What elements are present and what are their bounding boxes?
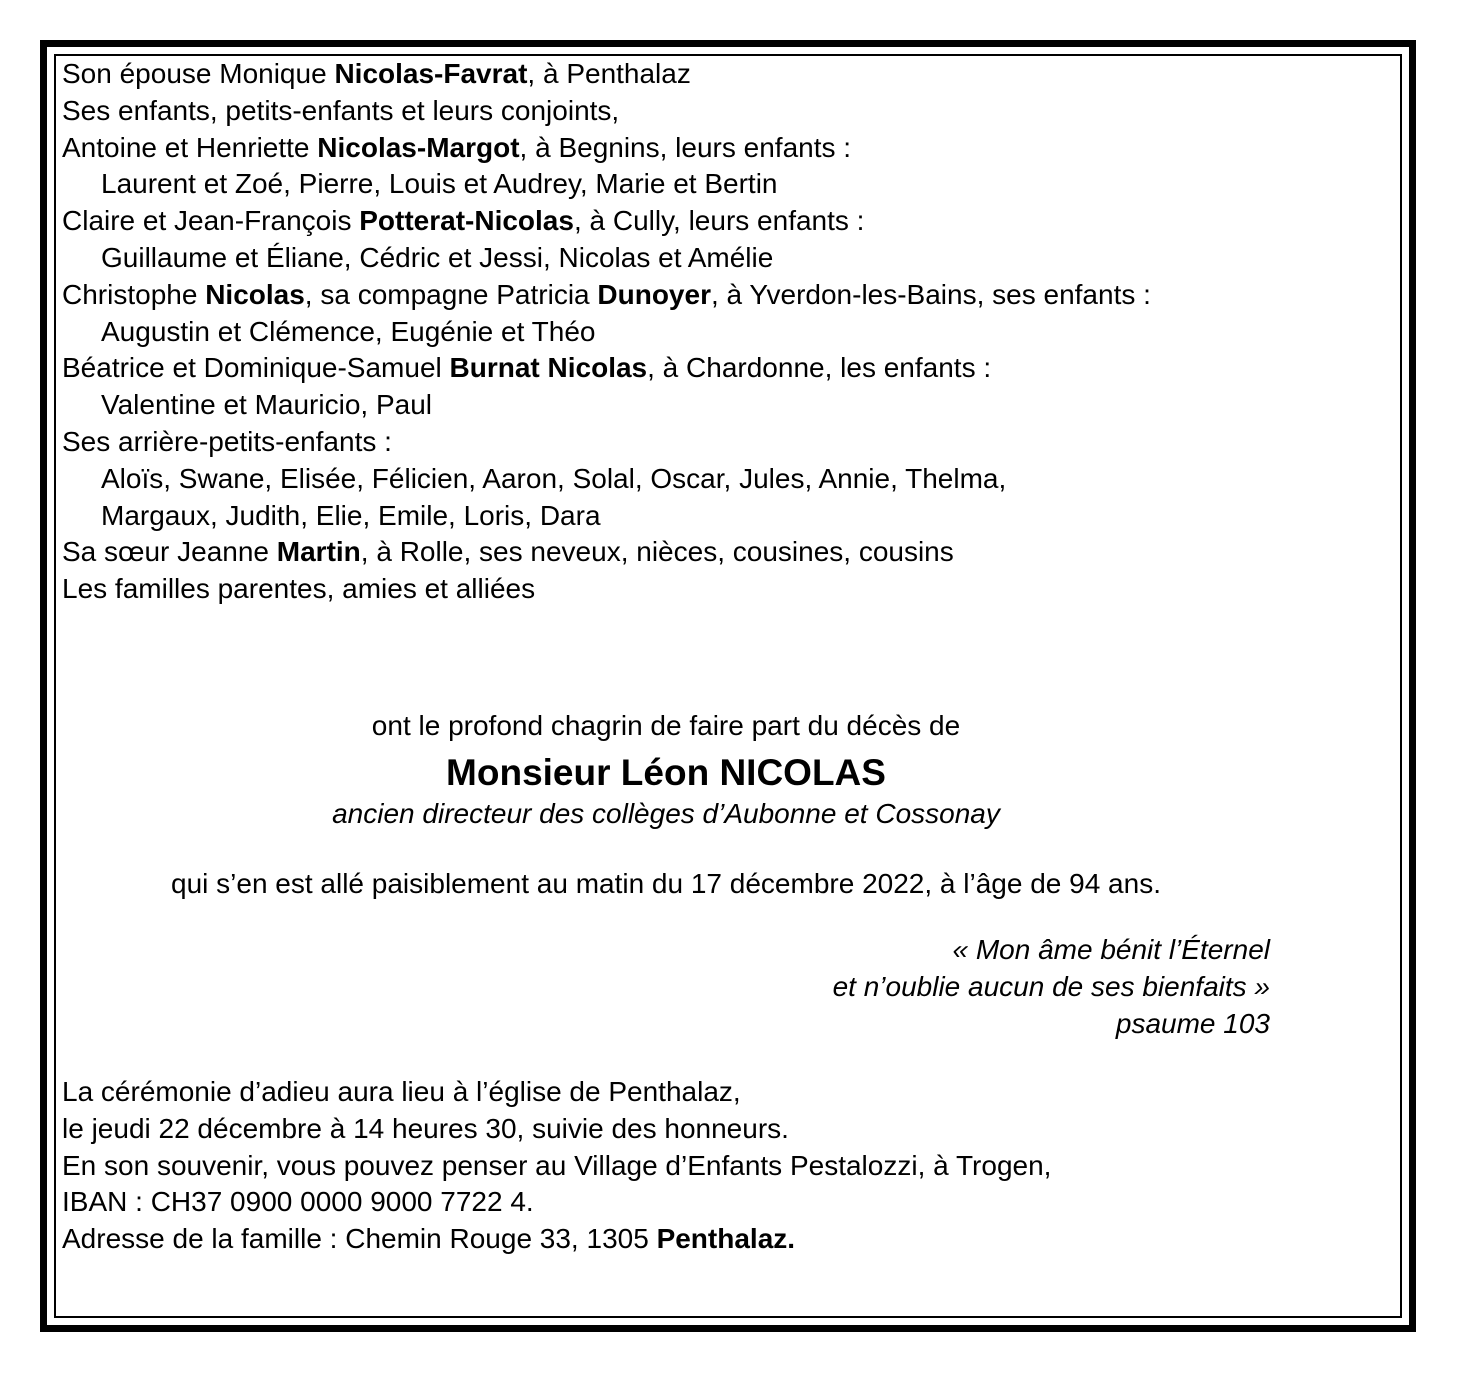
text-segment: , à Cully, leurs enfants : <box>573 205 865 237</box>
family-line <box>62 130 1332 167</box>
family-line <box>62 350 1332 387</box>
ceremony-line <box>62 1184 1051 1221</box>
text-segment: Ses arrière-petits-enfants : <box>62 425 392 457</box>
text-segment: Guillaume et Éliane, Cédric et Jessi, Nicolas et Amélie <box>101 241 774 273</box>
family-line <box>62 166 1332 203</box>
bold-name: Martin <box>276 536 361 568</box>
text-segment: , à Rolle, ses neveux, nièces, cousines, cousins <box>360 536 954 568</box>
family-line <box>62 203 1332 240</box>
bold-name: Nicolas-Margot <box>317 131 520 163</box>
text-segment: En son souvenir, vous pouvez penser au Village d’Enfants Pestalozzi, à Trogen, <box>62 1149 1052 1181</box>
family-line <box>62 56 1332 93</box>
text-segment: La cérémonie d’adieu aura lieu à l’église de Penthalaz, <box>62 1076 741 1107</box>
text-segment: Christophe <box>62 278 206 310</box>
text-segment: Les familles parentes, amies et alliées <box>62 573 536 605</box>
text-segment: Laurent et Zoé, Pierre, Louis et Audrey, Marie et Bertin <box>101 168 778 200</box>
bold-name: Nicolas <box>205 278 305 310</box>
ceremony-line <box>62 1074 1051 1111</box>
deceased-title: ancien directeur des collèges d’Aubonne et Cossonay <box>332 798 1000 829</box>
text-segment: , à Begnins, leurs enfants : <box>519 131 852 163</box>
family-line <box>62 93 1332 130</box>
text-segment: le jeudi 22 décembre à 14 heures 30, suivie des honneurs. <box>62 1112 789 1144</box>
ceremony-line <box>62 1221 1051 1258</box>
text-segment: Claire et Jean-François <box>62 205 360 237</box>
text-segment: Sa sœur Jeanne <box>62 536 277 568</box>
bold-name: Potterat-Nicolas <box>359 205 574 237</box>
ceremony-line <box>62 1148 1051 1185</box>
family-line <box>62 498 1332 535</box>
family-line <box>62 571 1332 608</box>
text-segment: Ses enfants, petits-enfants et leurs conjoints, <box>62 94 620 126</box>
psalm-reference: psaume 103 <box>1115 1008 1270 1039</box>
family-line <box>62 314 1332 351</box>
psalm-quote <box>62 931 1270 1042</box>
text-segment: , à Chardonne, les enfants : <box>647 352 992 384</box>
text-segment: Adresse de la famille : Chemin Rouge 33, 1305 <box>62 1223 657 1255</box>
psalm-line-1: « Mon âme bénit l’Éternel <box>952 934 1270 965</box>
text-segment: IBAN : CH37 0900 0000 9000 7722 4. <box>62 1186 534 1218</box>
family-line <box>62 424 1332 461</box>
announcement-text: ont le profond chagrin de faire part du décès de <box>371 710 961 741</box>
text-segment: , sa compagne Patricia <box>304 278 598 310</box>
obituary-content <box>62 56 1332 1255</box>
ceremony-line <box>62 1111 1051 1148</box>
passing-text: qui s’en est allé paisiblement au matin du 17 décembre 2022, à l’âge de 94 ans. <box>171 868 1161 899</box>
deceased-name: Monsieur Léon NICOLAS <box>446 752 886 793</box>
bold-name: Penthalaz. <box>656 1223 796 1255</box>
text-segment: Augustin et Clémence, Eugénie et Théo <box>101 315 596 347</box>
text-segment: Aloïs, Swane, Elisée, Félicien, Aaron, Solal, Oscar, Jules, Annie, Thelma, <box>101 462 1007 494</box>
family-line <box>62 534 1332 571</box>
text-segment: Béatrice et Dominique-Samuel <box>62 352 450 384</box>
psalm-line-2: et n’oublie aucun de ses bienfaits » <box>832 971 1270 1002</box>
family-line <box>62 277 1332 314</box>
bold-name: Dunoyer <box>597 278 711 310</box>
text-segment: Margaux, Judith, Elie, Emile, Loris, Dara <box>101 499 601 531</box>
bold-name: Nicolas-Favrat <box>334 58 528 89</box>
family-list <box>62 56 1332 608</box>
bold-name: Burnat Nicolas <box>449 352 648 384</box>
family-line <box>62 461 1332 498</box>
ceremony-info <box>62 1074 1051 1258</box>
text-segment: Valentine et Mauricio, Paul <box>101 389 432 421</box>
family-line <box>62 240 1332 277</box>
text-segment: , à Penthalaz <box>527 58 691 89</box>
family-line <box>62 387 1332 424</box>
text-segment: , à Yverdon-les-Bains, ses enfants : <box>710 278 1151 310</box>
text-segment: Antoine et Henriette <box>62 131 318 163</box>
text-segment: Son épouse Monique <box>62 58 335 89</box>
